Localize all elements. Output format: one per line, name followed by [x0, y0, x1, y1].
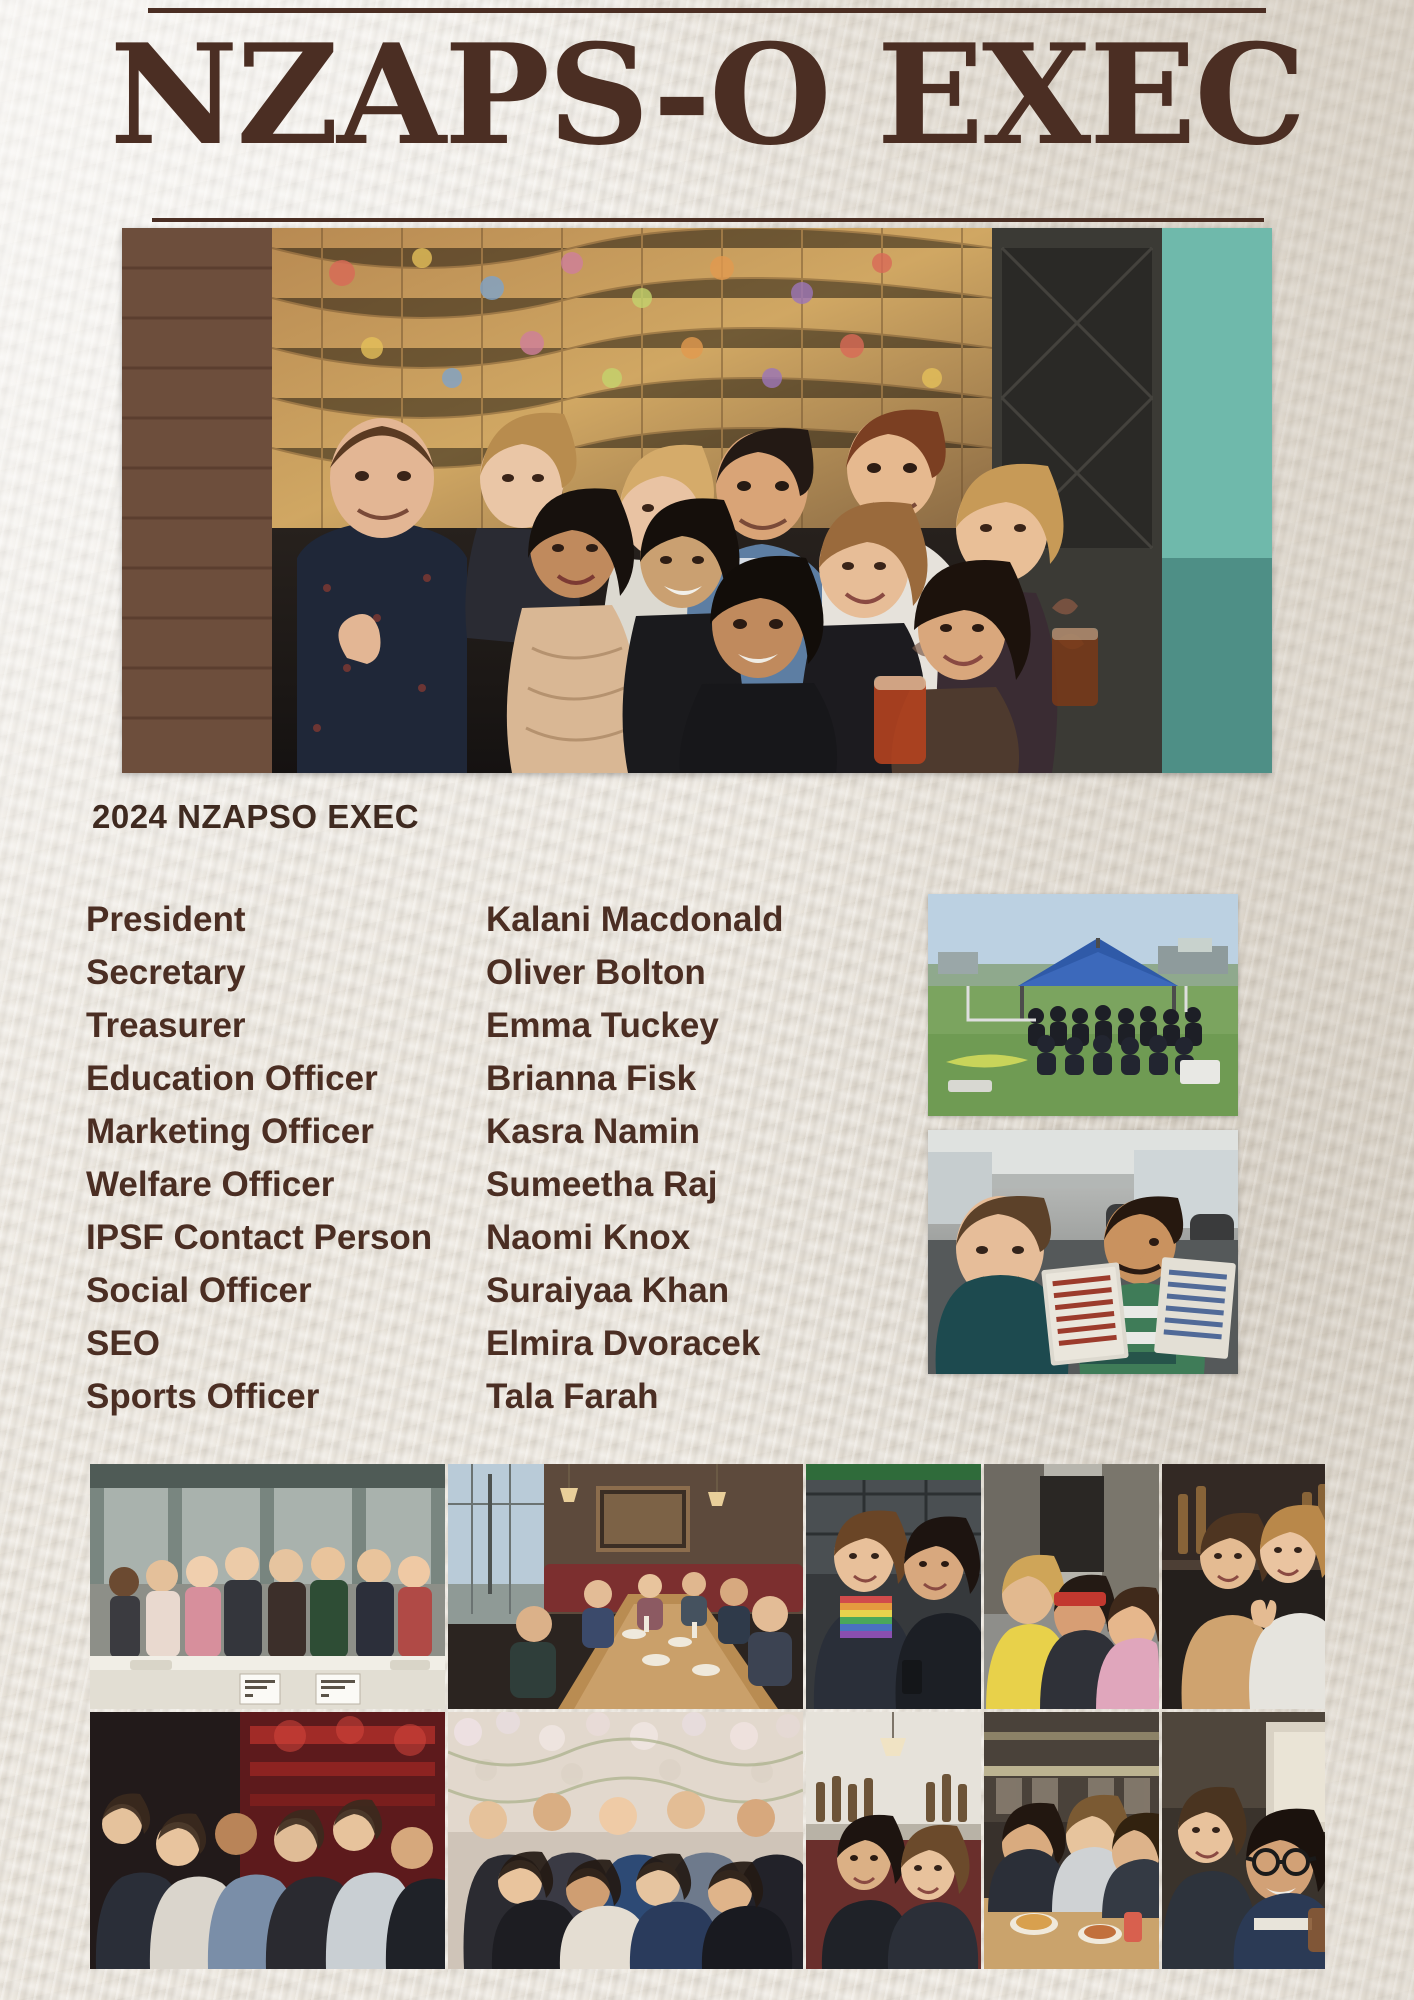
roster-role: Education Officer	[86, 1059, 378, 1098]
sports-day-illustration	[928, 894, 1238, 1116]
costumes-at-bar-illustration	[984, 1464, 1159, 1709]
roster-row	[86, 953, 906, 1006]
roster-row	[86, 1377, 906, 1430]
two-members-night-illustration	[806, 1464, 981, 1709]
page-title: NZAPS-O EXEC	[109, 13, 1305, 176]
roster-role: Marketing Officer	[86, 1112, 374, 1151]
grid-photo-cafe-couple	[806, 1712, 981, 1969]
hero-photo-illustration	[122, 228, 1272, 773]
grid-photo-two-members-night	[806, 1464, 981, 1709]
roster-person: Naomi Knox	[486, 1218, 691, 1257]
roster-row	[86, 1059, 906, 1112]
roster-role: President	[86, 900, 246, 939]
group-night-out-illustration	[448, 1712, 803, 1969]
roster-person: Brianna Fisk	[486, 1059, 697, 1098]
grid-photo-orientation-stall	[90, 1464, 445, 1709]
grid-photo-posing-at-bar	[1162, 1464, 1325, 1709]
side-photo-pizza-car	[928, 1130, 1238, 1374]
cafe-couple-illustration	[806, 1712, 981, 1969]
exec-roster-list	[86, 900, 906, 1430]
roster-row	[86, 1324, 906, 1377]
roster-person: Oliver Bolton	[486, 953, 706, 992]
roster-row	[86, 900, 906, 953]
grid-photo-group-night-out	[448, 1712, 803, 1969]
header-rule-bottom	[152, 218, 1264, 222]
roster-role: Treasurer	[86, 1006, 246, 1045]
pizza-car-illustration	[928, 1130, 1238, 1374]
restaurant-dinner-illustration	[448, 1464, 803, 1709]
photo-grid	[90, 1464, 1325, 1976]
grid-photo-members-eating	[984, 1712, 1159, 1969]
roster-row	[86, 1218, 906, 1271]
roster-row	[86, 1006, 906, 1059]
hero-photo-exec-group	[122, 228, 1272, 773]
orientation-stall-illustration	[90, 1464, 445, 1709]
roster-person: Kalani Macdonald	[486, 900, 784, 939]
roster-person: Emma Tuckey	[486, 1006, 719, 1045]
roster-person: Kasra Namin	[486, 1112, 700, 1151]
roster-person: Tala Farah	[486, 1377, 659, 1416]
hero-caption: 2024 NZAPSO EXEC	[92, 798, 420, 835]
roster-role: SEO	[86, 1324, 160, 1363]
grid-photo-restaurant-dinner	[448, 1464, 803, 1709]
roster-role: Welfare Officer	[86, 1165, 335, 1204]
selfie-glasses-illustration	[1162, 1712, 1325, 1969]
roster-person: Elmira Dvoracek	[486, 1324, 761, 1363]
roster-person: Suraiyaa Khan	[486, 1271, 730, 1310]
roster-role: IPSF Contact Person	[86, 1218, 433, 1257]
grid-photo-selfie-glasses	[1162, 1712, 1325, 1969]
club-night-illustration	[90, 1712, 445, 1969]
posing-at-bar-illustration	[1162, 1464, 1325, 1709]
roster-role: Secretary	[86, 953, 246, 992]
roster-row	[86, 1271, 906, 1324]
members-eating-illustration	[984, 1712, 1159, 1969]
roster-role: Sports Officer	[86, 1377, 320, 1416]
roster-row	[86, 1112, 906, 1165]
side-photo-sports-day	[928, 894, 1238, 1116]
roster-person: Sumeetha Raj	[486, 1165, 718, 1204]
roster-role: Social Officer	[86, 1271, 312, 1310]
grid-photo-club-night	[90, 1712, 445, 1969]
roster-row	[86, 1165, 906, 1218]
grid-photo-costumes-at-bar	[984, 1464, 1159, 1709]
